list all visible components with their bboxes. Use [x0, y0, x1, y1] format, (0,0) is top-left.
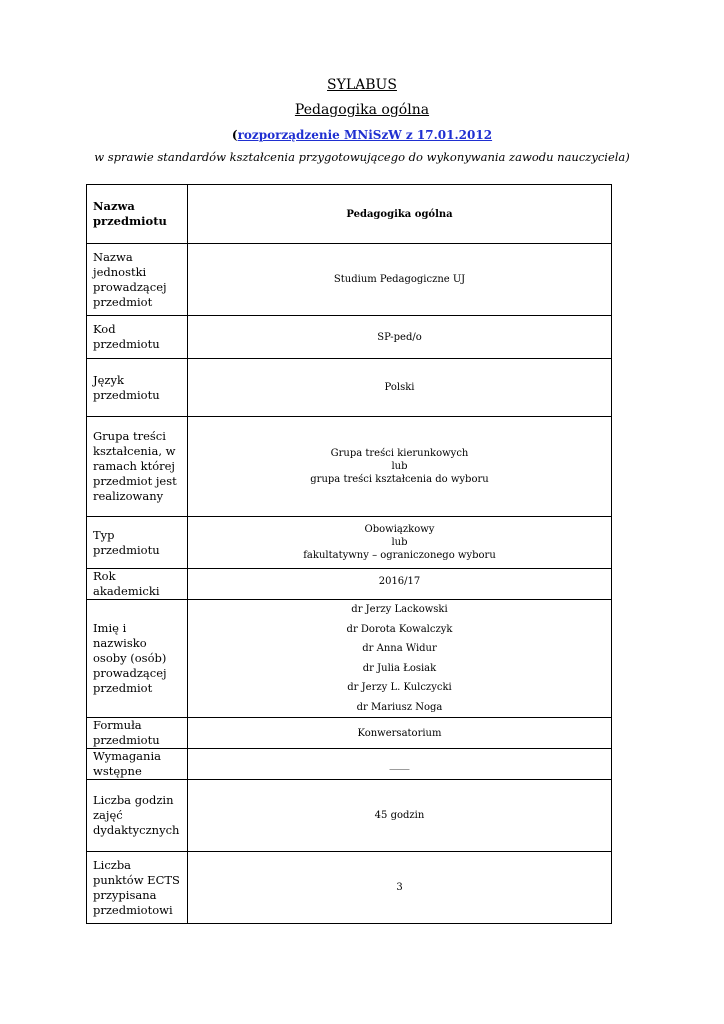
value-line: fakultatywny – ograniczonego wyboru	[303, 550, 496, 561]
value-line: grupa treści kształcenia do wyboru	[310, 474, 489, 485]
row-label: Liczba punktów ECTS przypisana przedmiotowi	[87, 852, 188, 924]
row-label: Grupa treści kształcenia, w ramach której przedmiot jest realizowany	[87, 417, 188, 517]
row-label: Kod przedmiotu	[87, 316, 188, 359]
row-label: Nazwa jednostki prowadzącej przedmiot	[87, 244, 188, 316]
document-title: SYLABUS	[327, 77, 397, 93]
document-subtitle: Pedagogika ogólna	[294, 102, 430, 118]
row-label: Rok akademicki	[87, 569, 188, 600]
instructor-name: dr Anna Widur	[362, 643, 437, 654]
standards-note: w sprawie standardów kształcenia przygotowującego do wykonywania zawodu nauczyciela)	[94, 150, 630, 164]
regulation-paren: (	[231, 128, 238, 142]
row-value	[188, 600, 612, 718]
regulation-line	[0, 127, 724, 143]
table-row	[87, 316, 612, 359]
row-label: Nazwa przedmiotu	[87, 185, 188, 244]
table-row	[87, 780, 612, 852]
row-value: Polski	[188, 359, 612, 417]
table-row	[87, 185, 612, 244]
table-row	[87, 517, 612, 569]
row-value: ____	[188, 749, 612, 780]
row-value	[188, 417, 612, 517]
row-label: Język przedmiotu	[87, 359, 188, 417]
table-row	[87, 359, 612, 417]
value-line: Obowiązkowy	[364, 524, 435, 535]
row-value: Konwersatorium	[188, 718, 612, 749]
row-label: Liczba godzin zajęć dydaktycznych	[87, 780, 188, 852]
row-label: Formuła przedmiotu	[87, 718, 188, 749]
value-line: lub	[391, 537, 408, 548]
row-label: Wymagania wstępne	[87, 749, 188, 780]
row-value: 45 godzin	[188, 780, 612, 852]
table-row	[87, 852, 612, 924]
instructor-name: dr Jerzy L. Kulczycki	[347, 682, 452, 693]
table-row	[87, 244, 612, 316]
table-row	[87, 417, 612, 517]
row-value	[188, 517, 612, 569]
instructor-name: dr Julia Łosiak	[362, 662, 437, 674]
instructor-name: dr Jerzy Lackowski	[351, 604, 448, 615]
table-row	[87, 749, 612, 780]
table-row	[87, 718, 612, 749]
syllabus-table	[86, 184, 612, 924]
row-label: Typ przedmiotu	[87, 517, 188, 569]
value-line: Grupa treści kierunkowych	[330, 448, 469, 459]
row-value: 3	[188, 852, 612, 924]
row-value: Pedagogika ogólna	[188, 185, 612, 244]
row-value: Studium Pedagogiczne UJ	[188, 244, 612, 316]
value-line: lub	[391, 461, 408, 472]
table-row	[87, 600, 612, 718]
row-label: Imię i nazwisko osoby (osób) prowadzącej przedmiot	[87, 600, 188, 718]
table-row	[87, 569, 612, 600]
row-value: SP-ped/o	[188, 316, 612, 359]
instructor-name: dr Mariusz Noga	[356, 701, 443, 713]
regulation-link[interactable]: rozporządzenie MNiSzW z 17.01.2012	[237, 128, 493, 142]
row-value: 2016/17	[188, 569, 612, 600]
instructor-name: dr Dorota Kowalczyk	[346, 623, 453, 635]
